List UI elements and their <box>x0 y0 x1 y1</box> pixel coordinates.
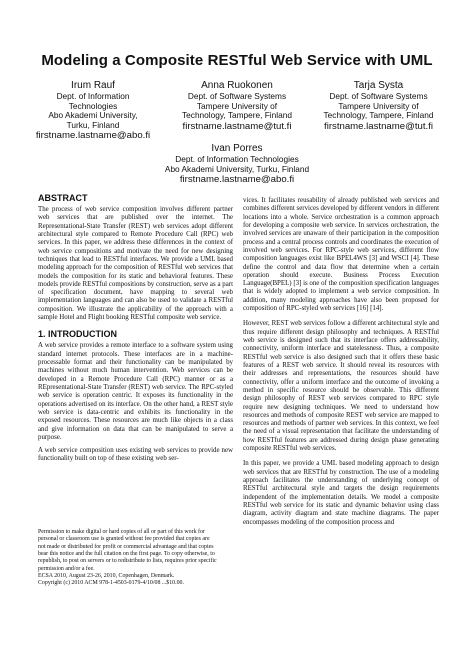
author-affiliation-line: Tampere University of <box>338 100 419 111</box>
abstract-heading: ABSTRACT <box>38 193 88 203</box>
author-affiliation-line: Tampere University of <box>196 100 278 111</box>
author-affiliation-line: Dept. of Information <box>56 91 130 101</box>
author-email: firstname.lastname@tut.fi <box>324 120 433 132</box>
author-block-1 <box>28 80 158 141</box>
copyright-notice <box>38 529 233 588</box>
author-name: Irum Rauf <box>71 80 115 91</box>
copyright-line: ECSA 2010, August 23-26, 2010, Copenhagen, Denmark. <box>38 573 175 580</box>
author-affiliation-line: Technology, Tampere, Finland <box>182 110 292 121</box>
copyright-line: Copyright (c) 2010 ACM 978-1-4503-0179-4/10/08 ...$10.00. <box>38 580 184 587</box>
intro-paragraph: A web service provides a remote interface to a software system using standard internet protocols. These interfaces are in a machine-processable format and their functionality can be manipulated by machines without much human intervention. Web services can be developed in a Remote Procedure Call (RPC) manner or as a REpresentational-State Transfer (REST) web service. The RPC-styled web service is operation centric. It exposes its functionality in the operations advertised on its interface. On the other hand, a REST style web service is data-centric and exhibits its functionality in the exposed resources. These resources are much like objects in a class and give information on data that can be manipulated to serve a purpose. <box>38 342 233 441</box>
author-name: Tarja Systa <box>353 80 404 91</box>
left-column <box>38 193 233 464</box>
author-name: Ivan Porres <box>211 143 263 154</box>
author-name: Anna Ruokonen <box>201 80 273 91</box>
copyright-line: permission and/or a fee. <box>38 565 95 572</box>
right-column <box>243 197 439 527</box>
copyright-line: personal or classroom use is granted without fee provided that copies are <box>38 536 210 543</box>
introduction-heading: 1. INTRODUCTION <box>38 329 118 340</box>
body-paragraph: However, REST web services follow a different architectural style and thus require different design philosophy and techniques. A RESTful web service is designed such that its interface offers addressability, connectivity, uniform interface and statelessness. Thus, a composite RESTful web service is also designed such that it offers these basic features of a REST web service. It should reveal its resources with their addresses and representations, the resources should have connectivity, offer a uniform interface and the outcome of invoking a method in specific resource should be observable. This different design philosophy of REST web services compared to RPC style require new designing techniques. We need to understand how resources and methods of composite REST web service are mapped to resources and methods of partner web services. In this context, we feel the need of a visual representation that facilitate the understanding of how RESTful features are addressed during design phase generating composite RESTful web services. <box>243 320 439 453</box>
copyright-line: bear this notice and the full citation on the first page. To copy otherwise, to <box>38 551 215 558</box>
copyright-line: not made or distributed for profit or commercial advantage and that copies <box>38 543 214 550</box>
body-paragraph: In this paper, we provide a UML based modeling approach to design web services that are RESTful by construction. The use of a modeling approach facilitates the understanding of underlying concept of RESTful architectural style and targets the design requirements independent of the implementation details. We model a composite RESTful web service for its static and dynamic behavior using class diagram, activity diagram and state machine diagrams. The paper encompasses modeling of the composition process and <box>243 460 439 526</box>
copyright-line: republish, to post on servers or to redistribute to lists, requires prior specific <box>38 558 217 565</box>
intro-paragraph: A web service composition uses existing web services to provide new functionality built on top of these existing web ser- <box>38 447 233 463</box>
author-affiliation-line: Technology, Tampere, Finland <box>323 110 434 121</box>
author-block-2 <box>171 80 303 132</box>
abstract-text: The process of web service composition involves different partner web services that are published over the internet. The Representational-State Transfer (REST) web services adopt different architectural style compared to Remote Procedure Call (RPC) web services. In this paper, we address these differences in the context of web service compositions and motivate the need for new designing techniques that lead to RESTful interfaces. We provide a UML based modeling approach for the composition of RESTful web services that models the composition for its static and behavioral features. These models provide RESTful compositions by construction, serve as a part of specification document, have mapping to several web implementation languages and can also be used to validate a RESTful composition. We illustrate the applicability of the approach with a sample Hotel and Flight booking RESTful composite web service. <box>38 206 233 322</box>
author-email: firstname.lastname@abo.fi <box>179 174 295 186</box>
author-affiliation-line: Technologies <box>68 100 118 111</box>
author-block-3 <box>306 80 451 132</box>
author-affiliation-line: Turku, Finland <box>66 119 120 130</box>
author-email: firstname.lastname@abo.fi <box>35 130 151 142</box>
body-paragraph: vices. It facilitates reusability of already published web services and combines different services developed by different vendors in different locations into a whole. Service orchestration is a common approach for developing a composite web service. In services orchestration, the involved services are unaware of their participation in the composition process and a central process controls and coordinates the execution of involved web services. For RPC-style web services, different flow composition languages exist like BPEL4WS [3] and WSCI [4]. These define the control and data flow that determine when a certain operation should execute. Business Process Execution Language(BPEL) [3] is one of the composition specification languages that is widely adopted to implement a web service composition. In addition, many modeling approaches have also been proposed for composition of RPC-styled web services [16] [14]. <box>243 197 439 313</box>
author-affiliation-line: Abo Akademi University, <box>48 110 138 121</box>
author-block-4 <box>137 143 337 185</box>
author-affiliation-line: Dept. of Information Technologies <box>175 154 299 164</box>
author-affiliation-line: Abo Akademi University, Turku, Finland <box>164 163 310 174</box>
copyright-line: Permission to make digital or hard copies of all or part of this work for <box>38 529 205 535</box>
author-affiliation-line: Dept. of Software Systems <box>187 91 287 101</box>
paper-title: Modeling a Composite RESTful Web Service with UML <box>41 52 433 69</box>
author-affiliation-line: Dept. of Software Systems <box>329 91 428 101</box>
author-email: firstname.lastname@tut.fi <box>182 120 292 132</box>
